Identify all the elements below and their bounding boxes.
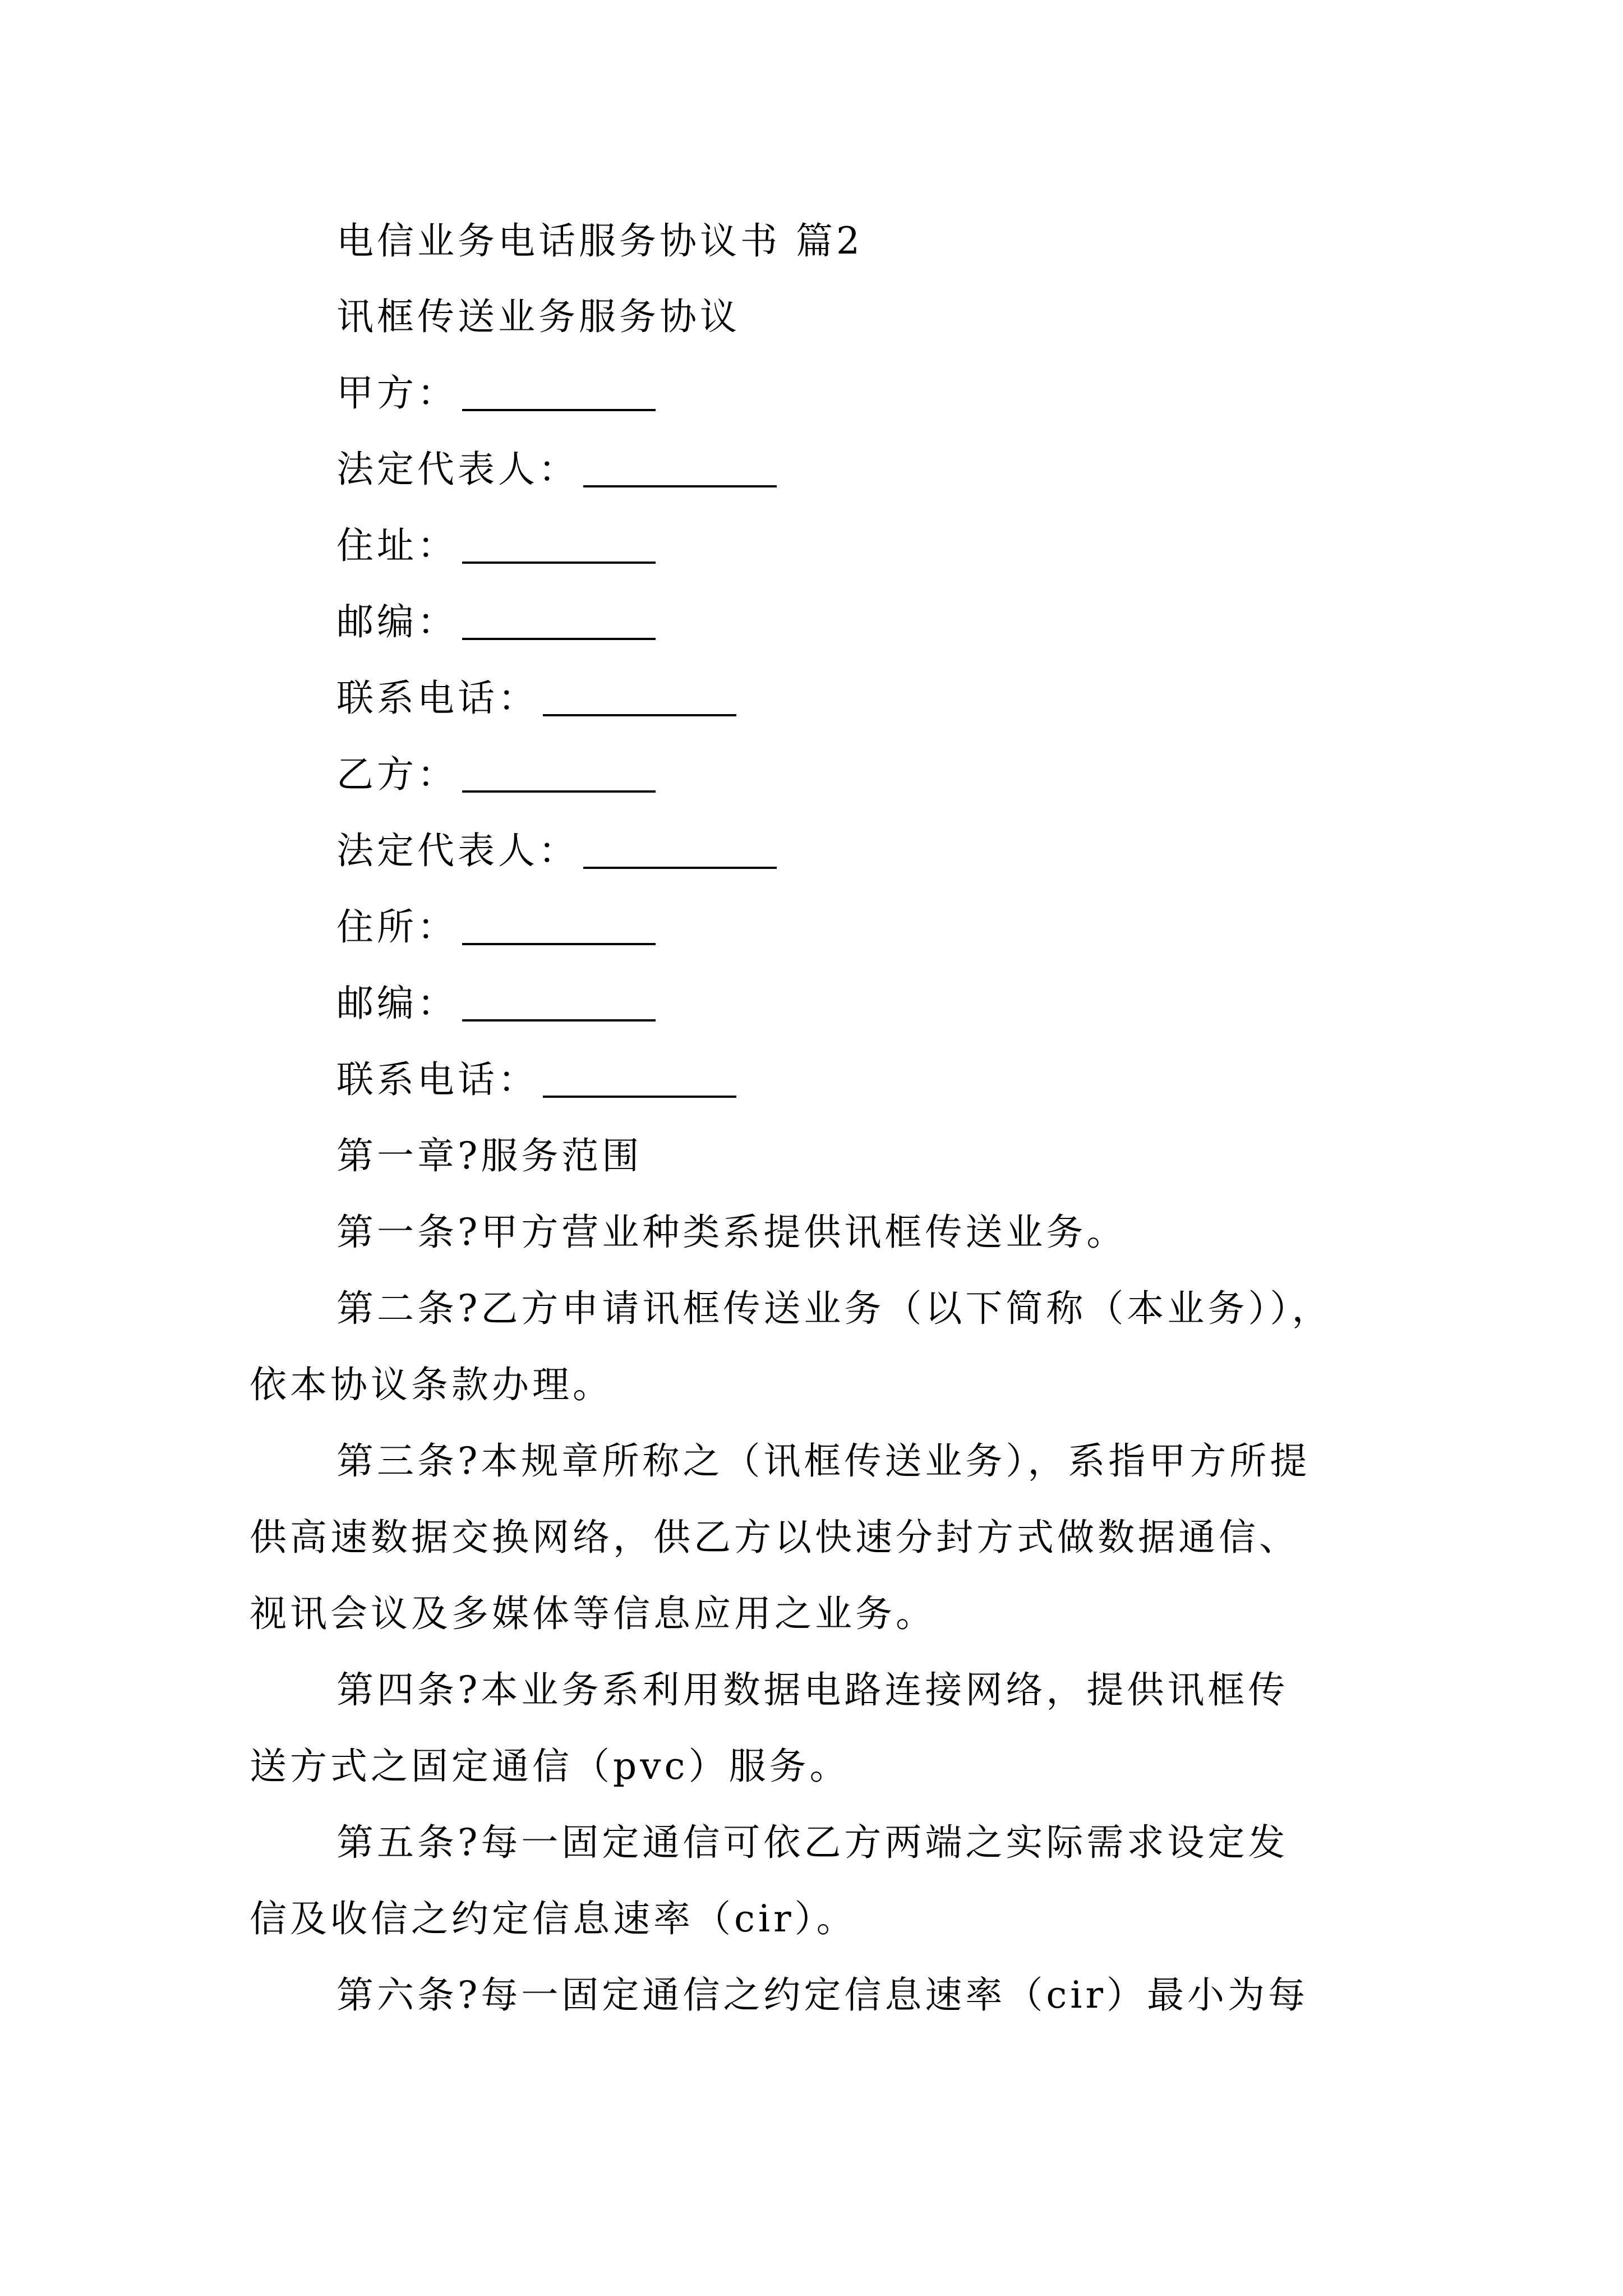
party-b-address-label: 住所：: [336, 905, 458, 949]
party-a-address-label: 住址：: [336, 524, 458, 567]
party-b-phone-field: [336, 1055, 736, 1105]
party-b-rep-blank: [583, 867, 777, 869]
party-a-field: [336, 368, 656, 418]
party-b-address-field: [336, 902, 656, 953]
article-2-line-2: 依本协议条款办理。: [250, 1363, 613, 1406]
article-3-line-1: 第三条?本规章所称之（讯框传送业务），系指甲方所提: [336, 1439, 1311, 1483]
party-a-address-blank: [462, 562, 656, 564]
party-b-postcode-field: [336, 978, 656, 1029]
article-2-line-1: 第二条?乙方申请讯框传送业务（以下简称（本业务）），: [336, 1287, 1332, 1330]
party-b-phone-blank: [543, 1096, 736, 1098]
article-6-line-1: 第六条?每一固定通信之约定信息速率（cir）最小为每: [336, 1973, 1309, 2017]
party-a-postcode-field: [336, 597, 656, 647]
party-b-postcode-blank: [462, 1019, 656, 1022]
party-a-address-field: [336, 521, 656, 571]
party-b-label: 乙方：: [336, 753, 458, 796]
party-a-phone-label: 联系电话：: [336, 677, 538, 720]
party-b-address-blank: [462, 943, 656, 945]
party-a-postcode-blank: [462, 638, 656, 640]
party-b-postcode-label: 邮编：: [336, 982, 458, 1025]
article-4-line-1: 第四条?本业务系利用数据电路连接网络，提供讯框传: [336, 1668, 1289, 1711]
article-3-line-2: 供高速数据交换网络，供乙方以快速分封方式做数据通信、: [250, 1516, 1299, 1559]
party-b-rep-label: 法定代表人：: [336, 829, 579, 872]
party-a-postcode-label: 邮编：: [336, 600, 458, 643]
party-a-rep-field: [336, 444, 777, 495]
party-a-label: 甲方：: [336, 371, 458, 415]
party-a-blank: [462, 409, 656, 411]
article-4-line-2: 送方式之固定通信（pvc）服务。: [250, 1745, 850, 1788]
party-b-rep-field: [336, 826, 777, 876]
party-b-phone-label: 联系电话：: [336, 1058, 538, 1101]
party-a-phone-blank: [543, 714, 736, 716]
chapter-heading: 第一章?服务范围: [336, 1134, 643, 1177]
article-5-line-1: 第五条?每一固定通信可依乙方两端之实际需求设定发: [336, 1821, 1289, 1864]
party-a-rep-blank: [583, 485, 777, 487]
article-3-line-3: 视讯会议及多媒体等信息应用之业务。: [250, 1592, 936, 1635]
party-b-field: [336, 749, 656, 800]
party-a-rep-label: 法定代表人：: [336, 448, 579, 491]
article-1: 第一条?甲方营业种类系提供讯框传送业务。: [336, 1211, 1127, 1254]
agreement-title: 讯框传送业务服务协议: [336, 295, 740, 338]
party-b-blank: [462, 790, 656, 793]
article-5-line-2: 信及收信之约定信息速率（cir）。: [250, 1897, 857, 1940]
party-a-phone-field: [336, 673, 736, 724]
document-heading: 电信业务电话服务协议书 篇2: [336, 219, 863, 263]
